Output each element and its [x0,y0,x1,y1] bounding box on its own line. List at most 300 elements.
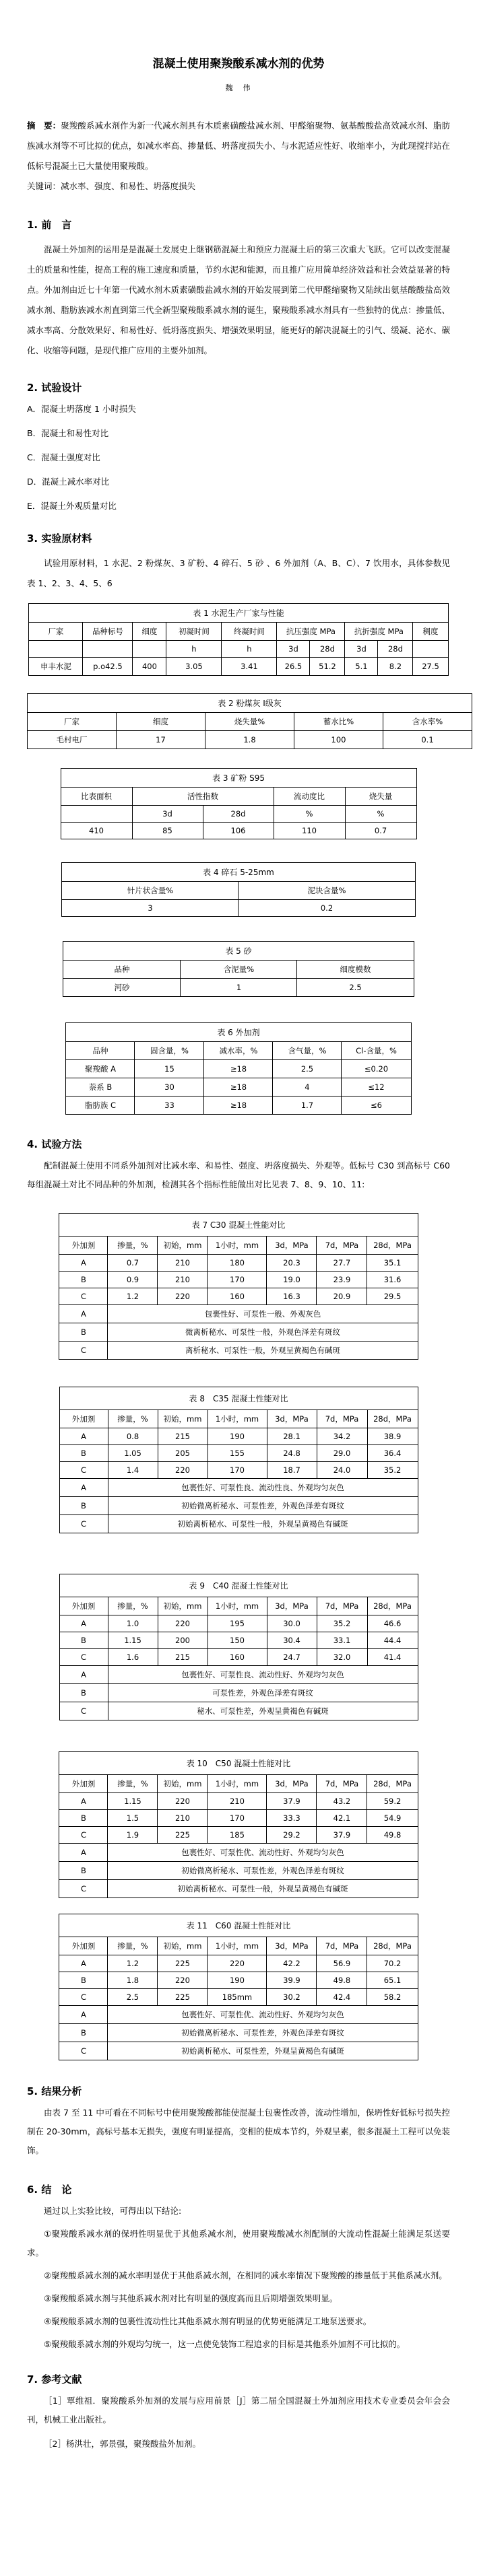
table-cell: 1.0 [108,1615,158,1632]
table-remark-cell: 初始微离析秘水、可泵性差，外观色泽差有斑纹 [108,1497,418,1515]
table-cell: 42.1 [317,1810,367,1827]
table-header-cell: 28d，MPa [367,1937,418,1955]
table-cell: 210 [158,1810,208,1827]
table-cell: 3 [62,900,238,917]
table-cell: 42.4 [317,1989,367,2006]
table-cell: 59.2 [367,1793,418,1810]
table-header-cell: 1小时，mm [208,1597,267,1615]
crushed-stone-table [61,862,415,917]
table-cell: A [59,1255,108,1272]
table-cell: 200 [158,1632,208,1649]
table-header-cell [61,806,132,823]
table-header-cell: 3d [132,806,203,823]
table-header-cell: 针片状含量% [62,882,238,900]
table-header-cell: 厂家 [29,623,83,641]
table-cell: 205 [158,1445,208,1462]
table-header-cell: Cl-含量，% [342,1042,411,1060]
table-cell: 54.9 [367,1810,418,1827]
table-header-cell: 品种 [63,961,181,979]
table-remark-cell: 初始离析秘水、可泵性一般，外观呈黄褐色有碱斑 [108,1880,418,1898]
table-cell: 170 [208,1272,267,1288]
table-header-cell: 厂家 [28,713,117,731]
table-cell: 20.3 [267,1255,317,1272]
table-cell: 8.2 [378,658,413,676]
table-cell: 220 [158,1462,208,1479]
table-cell: 33.1 [317,1632,367,1649]
table-cell: 190 [208,1428,267,1445]
table-header-cell: h [222,641,277,658]
table-title: 表 5 砂 [63,942,414,961]
table-cell: 155 [208,1445,267,1462]
table-cell: 23.9 [317,1272,367,1288]
table-cell: A [59,1793,108,1810]
table-cell: 33.3 [267,1810,317,1827]
table-cell: 85 [132,823,203,839]
table-cell: 1.05 [108,1445,158,1462]
table-cell: 20.9 [317,1288,367,1305]
table-cell: A [59,1666,108,1684]
table-cell: C [59,1989,108,2006]
table-cell: 24.8 [267,1445,317,1462]
table-header-cell: 减水率，% [204,1042,273,1060]
table-header-cell: 28d，MPa [367,1775,418,1793]
table-cell: A [59,2006,108,2024]
table-header-cell: 细度模数 [297,961,414,979]
table-cell: C [59,1649,108,1666]
table-cell: 2.5 [108,1989,158,2006]
table-header-cell: 7d，MPa [317,1237,367,1255]
table-cell: 38.9 [367,1428,418,1445]
section-6-heading: 6. 结 论 [27,2184,72,2196]
table-title: 表 3 矿粉 S95 [61,769,416,788]
table-remark-cell: 包裹性好、可泵性优、流动性好、外观均匀灰色 [108,2006,418,2024]
table-cell: 44.4 [367,1632,418,1649]
table-cell: B [59,1810,108,1827]
table-header-cell [413,641,448,658]
section-5-body: 由表 7 至 11 中可看在不同标号中使用聚羧酸都能使混凝土包裹性改善，流动性增加，保坍性好低标号损失控制在 20-30mm，高标号基本无损失，强度有明显提高，变相的使成本节约，外观呈素，很多混凝土工程可以免装饰。 [27,2108,450,2155]
table-cell: 195 [208,1615,267,1632]
table-cell: 24.0 [317,1462,367,1479]
table-header-cell: 1小时，mm [208,1237,267,1255]
c40-performance-table [59,1574,418,1720]
table-title: 表 6 外加剂 [66,1023,411,1042]
table-cell: 河砂 [63,979,181,997]
table-cell: 1.7 [273,1096,342,1115]
table-cell: B [59,1497,108,1515]
table-cell: 185mm [208,1989,267,2006]
table-cell: C [59,1288,108,1305]
table-title: 表 11 C60 混凝土性能对比 [59,1914,418,1937]
table-header-cell: 含泥量% [181,961,297,979]
section-4-body: 配制混凝土使用不同系外加剂对比减水率、和易性、强度、坍落度损失、外观等。低标号 C30 到高标号 C60 每组混凝土对比不同品种的外加剂，检测其各个指标性能做出对比见表 7、8、9、10、11: [27,1160,450,1189]
table-cell: 16.3 [267,1288,317,1305]
design-item-d: D．混凝土减水率对比 [27,477,110,487]
table-cell: 35.1 [367,1255,418,1272]
conclusion-item-1: ①聚羧酸系减水剂的保坍性明显优于其他系减水剂，使用聚羧酸减水剂配制的大流动性混凝土能满足泵送要求。 [27,2229,450,2258]
table-cell: 56.9 [317,1955,367,1972]
table-header-cell: 28d，MPa [367,1597,418,1615]
table-cell: 0.9 [108,1272,158,1288]
abstract-text: 聚羧酸系减水剂作为新一代减水剂具有木质素磺酸盐减水剂、甲醛缩聚物、氨基酸酸盐高效减水剂、脂肪族减水剂等不可比拟的优点，如减水率高、掺量低、坍落度损失小、与水泥适应性好、收缩率小，为此现搅拌站在低标号混凝土已大量使用聚羧酸。 [27,120,450,171]
table-cell: ≤0.20 [342,1060,411,1078]
table-cell: C [59,1515,108,1533]
table-cell: B [59,1272,108,1288]
table-cell: 39.9 [267,1972,317,1989]
table-header-cell: 1小时，mm [208,1410,267,1428]
table-cell: ≥18 [204,1078,273,1096]
table-cell: 聚羧酸 A [66,1060,135,1078]
table-header-cell: 7d，MPa [317,1775,367,1793]
table-cell: 170 [208,1810,267,1827]
table-header-cell: 3d，MPa [267,1937,317,1955]
table-cell: 3.05 [166,658,222,676]
table-cell: 18.7 [267,1462,317,1479]
table-cell: 190 [208,1972,267,1989]
table-header-cell: 烧失量 [345,788,416,806]
conclusion-item-2: ②聚羧酸系减水剂的减水率明显优于其他系减水剂，在相同的减水率情况下聚羧酸的掺量低于其他系减水剂。 [44,2270,447,2281]
slag-powder-table [61,768,417,839]
table-cell: 42.2 [267,1955,317,1972]
design-item-b: B．混凝土和易性对比 [27,428,109,438]
table-cell: 180 [208,1255,267,1272]
table-cell: 49.8 [317,1972,367,1989]
table-header-cell: 含气量，% [273,1042,342,1060]
table-cell: C [59,1342,108,1360]
table-remark-cell: 包裹性好、可泵性良、流动性好、外观均匀灰色 [108,1666,418,1684]
table-header-cell: h [166,641,222,658]
table-cell: 150 [208,1632,267,1649]
table-cell: 220 [158,1288,208,1305]
table-cell: 1.6 [108,1649,158,1666]
table-header-cell: 7d，MPa [317,1937,367,1955]
table-header-cell: 3d，MPa [267,1775,317,1793]
table-header-cell: 28d [310,641,345,658]
table-cell: A [59,1479,108,1497]
table-cell: 脂肪族 C [66,1096,135,1115]
table-cell: 4 [273,1078,342,1096]
table-header-cell: 7d，MPa [317,1410,367,1428]
table-cell: B [59,2024,108,2042]
table-cell: 110 [274,823,345,839]
table-header-cell: 品种标号 [83,623,133,641]
table-header-cell [29,641,83,658]
table-cell: 0.7 [108,1255,158,1272]
table-header-cell: 外加剂 [59,1410,108,1428]
table-cell: 58.2 [367,1989,418,2006]
table-cell: 0.2 [238,900,415,917]
admixture-table [65,1022,411,1115]
design-item-c: C．混凝土强度对比 [27,452,100,462]
table-header-cell: 掺量，% [108,1597,158,1615]
table-title: 表 7 C30 混凝土性能对比 [59,1214,418,1237]
table-cell: 30.4 [267,1632,317,1649]
table-header-cell [133,641,166,658]
table-title: 表 2 粉煤灰 I级灰 [28,694,472,713]
table-cell: 27.7 [317,1255,367,1272]
table-remark-cell: 可泵性差，外观色泽差有斑纹 [108,1684,418,1702]
table-remark-cell: 初始离析秘水、可泵性差，外观呈黄褐色有碱斑 [108,2042,418,2060]
table-header-cell: 外加剂 [59,1937,108,1955]
table-cell: 1 [181,979,297,997]
table-remark-cell: 秘水、可泵性差，外观呈黄褐色有碱斑 [108,1702,418,1720]
table-cell: C [59,1702,108,1720]
conclusion-item-5: ⑤聚羧酸系减水剂的外观均匀统一，这一点使免装饰工程追求的目标是其他系外加剂不可比拟的。 [44,2339,406,2349]
table-cell: 1.5 [108,1810,158,1827]
table-remark-cell: 初始微离析秘水、可泵性差，外观色泽差有斑纹 [108,1862,418,1880]
paper-author: 魏 伟 [225,83,252,92]
table-cell: 100 [294,731,383,749]
table-cell: A [59,1955,108,1972]
table-cell: B [59,1445,108,1462]
section-2-heading: 2. 试验设计 [27,382,82,394]
c35-performance-table [59,1387,418,1533]
table-cell: 29.0 [317,1445,367,1462]
table-cell: B [59,1684,108,1702]
table-header-cell: 3d [345,641,378,658]
table-header-cell: 3d，MPa [267,1237,317,1255]
table-header-cell: 品种 [66,1042,135,1060]
table-header-cell: 烧失量% [205,713,294,731]
cement-table [28,603,448,676]
table-title: 表 4 碎石 5-25mm [62,863,415,882]
table-cell: 1.8 [108,1972,158,1989]
table-header-cell: 稠度 [413,623,448,641]
table-header-cell: 初始，mm [158,1410,208,1428]
section-1-heading: 1. 前 言 [27,219,72,231]
table-cell: C [59,1462,108,1479]
table-header-cell: 初始，mm [158,1237,208,1255]
section-3-body: 试验用原材料，1 水泥、2 粉煤灰、3 矿粉、4 碎石、5 砂 、6 外加剂（A、B、C）、7 饮用水，具体参数见表 1、2、3、4、5、6 [27,558,450,588]
table-cell: 35.2 [367,1462,418,1479]
table-cell: p.o42.5 [83,658,133,676]
table-cell: 30 [135,1078,204,1096]
table-header-cell: % [345,806,416,823]
table-cell: 33 [135,1096,204,1115]
table-cell: 225 [158,1827,208,1844]
table-title: 表 8 C35 混凝土性能对比 [59,1387,418,1410]
table-cell: 160 [208,1288,267,1305]
table-cell: 1.2 [108,1288,158,1305]
sand-table [63,941,414,997]
table-header-cell: 28d [203,806,274,823]
table-cell: 34.2 [317,1428,367,1445]
table-header-cell: 外加剂 [59,1775,108,1793]
c50-performance-table [59,1751,418,1898]
table-cell: 28.1 [267,1428,317,1445]
table-cell: 15 [135,1060,204,1078]
table-cell: 210 [208,1793,267,1810]
table-cell: 43.2 [317,1793,367,1810]
table-cell: 215 [158,1428,208,1445]
table-header-cell: 外加剂 [59,1597,108,1615]
table-cell: 220 [208,1955,267,1972]
table-header-cell: 抗压强度 MPa [277,623,345,641]
conclusion-item-4: ④聚羧酸系减水剂的包裹性流动性比其他系减水剂有明显的优势更能满足工地泵送要求。 [44,2316,372,2326]
table-header-cell: 比表面积 [61,788,132,806]
keywords-line: 关键词：减水率、强度、和易性、坍落度损失 [27,181,196,191]
table-cell: 225 [158,1955,208,1972]
table-cell: 5.1 [345,658,378,676]
table-remark-cell: 初始微离析秘水、可泵性差，外观色泽差有斑纹 [108,2024,418,2042]
table-remark-cell: 包裹性好、可泵性一般、外观灰色 [108,1305,418,1323]
table-header-cell: 3d，MPa [267,1597,317,1615]
reference-2: ［2］杨洪壮，郭景强，聚羧酸盐外加剂。 [44,2439,201,2449]
table-cell: 65.1 [367,1972,418,1989]
section-1-body: 混凝土外加剂的运用是是混凝土发展史上继钢筋混凝土和预应力混凝土后的第三次重大飞跃。它可以改变混凝土的质量和性能，提高工程的施工速度和质量，节约水泥和能源，而且推广应用简单经济效益和社会效益显著的特点。外加剂由近七十年第一代减水剂木质素磺酸盐减水剂的开始发展到第二代甲醛缩聚物又陆续出氨基酸酸盐高效减水剂、脂肪族减水剂直到第三代全新型聚羧酸系减水剂的诞生，聚羧酸系减水剂具有一些独特的优点：掺量低、减水率高、分散效果好、和易性好、低坍落度损失、增强效果明显，能更好的解决混凝土的引气、缓凝、泌水、碳化、收缩等问题，是现代推广应用的主要外加剂。 [27,244,450,355]
table-cell: 30.2 [267,1989,317,2006]
table-cell: 27.5 [413,658,448,676]
table-remark-cell: 初始离析秘水、可泵性一般，外观呈黄褐色有碱斑 [108,1515,418,1533]
table-cell: A [59,1305,108,1323]
table-cell: 1.2 [108,1955,158,1972]
table-header-cell: 7d，MPa [317,1597,367,1615]
table-cell: C [59,2042,108,2060]
table-cell: ≤12 [342,1078,411,1096]
table-cell: 1.9 [108,1827,158,1844]
table-header-cell: 28d [378,641,413,658]
table-header-cell [83,641,133,658]
table-header-cell: 28d，MPa [367,1237,418,1255]
table-cell: 106 [203,823,274,839]
table-cell: 24.7 [267,1649,317,1666]
table-title: 表 1 水泥生产厂家与性能 [29,604,448,623]
table-cell: 46.6 [367,1615,418,1632]
table-header-cell: 掺量，% [108,1775,158,1793]
table-header-cell: 终凝时间 [222,623,277,641]
table-cell: 185 [208,1827,267,1844]
table-cell: A [59,1615,108,1632]
table-header-cell: 1小时，mm [208,1937,267,1955]
table-cell: 2.5 [273,1060,342,1078]
table-cell: 32.0 [317,1649,367,1666]
table-cell: 1.4 [108,1462,158,1479]
table-cell: C [59,1880,108,1898]
section-4-heading: 4. 试验方法 [27,1138,82,1150]
table-cell: 36.4 [367,1445,418,1462]
section-7-heading: 7. 参考文献 [27,2373,82,2386]
table-remark-cell: 包裹性好、可泵性良、流动性良、外观均匀灰色 [108,1479,418,1497]
table-cell: 160 [208,1649,267,1666]
table-cell: B [59,1972,108,1989]
table-header-cell: 细度 [133,623,166,641]
table-header-cell: 掺量，% [108,1410,158,1428]
table-header-cell: 细度 [117,713,205,731]
table-cell: 41.4 [367,1649,418,1666]
table-cell: 51.2 [310,658,345,676]
c30-performance-table [59,1213,418,1360]
table-cell: 70.2 [367,1955,418,1972]
table-header-cell: 3d [277,641,310,658]
table-cell: 29.2 [267,1827,317,1844]
table-cell: 220 [158,1615,208,1632]
table-cell: 26.5 [277,658,310,676]
table-cell: 毛村电厂 [28,731,117,749]
section-3-heading: 3. 实验原材料 [27,532,92,545]
table-cell: 225 [158,1989,208,2006]
conclusion-item-3: ③聚羧酸系减水剂与其他系减水剂对比有明显的强度高而且后期增强效果明显。 [44,2293,338,2303]
table-cell: 220 [158,1793,208,1810]
table-header-cell: 活性指数 [132,788,274,806]
design-item-a: A．混凝土坍落度 1 小时损失 [27,404,136,414]
table-cell: 0.7 [345,823,416,839]
table-cell: 215 [158,1649,208,1666]
table-cell: B [59,1323,108,1342]
table-cell: 210 [158,1255,208,1272]
reference-1: ［1］覃维祖．聚羧酸系外加剂的发展与应用前景［J］第二届全国混凝土外加剂应用技术专业委员会年会会刊，机械工业出版社。 [27,2396,450,2425]
table-cell: B [59,1862,108,1880]
table-cell: 19.0 [267,1272,317,1288]
table-header-cell: 外加剂 [59,1237,108,1255]
table-cell: 37.9 [317,1827,367,1844]
table-cell: 申丰水泥 [29,658,83,676]
table-header-cell: 28d，MPa [367,1410,418,1428]
table-cell: 400 [133,658,166,676]
table-remark-cell: 包裹性好、可泵性优、流动性好、外观均匀灰色 [108,1844,418,1862]
table-title: 表 10 C50 混凝土性能对比 [59,1752,418,1775]
conclusion-intro: 通过以上实验比较，可得出以下结论: [44,2206,182,2216]
table-cell: 31.6 [367,1272,418,1288]
table-cell: 1.15 [108,1793,158,1810]
table-header-cell: 初始，mm [158,1775,208,1793]
table-header-cell: % [274,806,345,823]
table-cell: ≤6 [342,1096,411,1115]
table-cell: 170 [208,1462,267,1479]
table-cell: 29.5 [367,1288,418,1305]
c60-performance-table [59,1914,418,2060]
table-cell: 0.8 [108,1428,158,1445]
table-cell: B [59,1632,108,1649]
flyash-table [27,693,472,749]
table-cell: 1.15 [108,1632,158,1649]
table-cell: ≥18 [204,1096,273,1115]
table-header-cell: 抗折强度 MPa [345,623,413,641]
table-remark-cell: 离析秘水、可泵性一般，外观呈黄褐色有碱斑 [108,1342,418,1360]
table-header-cell: 初始，mm [158,1597,208,1615]
table-cell: 210 [158,1272,208,1288]
table-cell: 410 [61,823,132,839]
table-header-cell: 固含量，% [135,1042,204,1060]
table-cell: 37.9 [267,1793,317,1810]
table-cell: 1.8 [205,731,294,749]
table-cell: 17 [117,731,205,749]
abstract-paragraph [27,116,450,176]
paper-title: 混凝土使用聚羧酸系减水剂的优势 [152,57,325,71]
table-header-cell: 初凝时间 [166,623,222,641]
table-header-cell: 蓄水比% [294,713,383,731]
table-cell: 220 [158,1972,208,1989]
table-cell: 49.8 [367,1827,418,1844]
design-item-e: E．混凝土外观质量对比 [27,501,117,511]
abstract-label: 摘 要： [27,120,61,131]
table-header-cell: 掺量，% [108,1237,158,1255]
table-cell: 3.41 [222,658,277,676]
table-cell: A [59,1844,108,1862]
table-cell: 萘系 B [66,1078,135,1096]
table-cell: ≥18 [204,1060,273,1078]
table-header-cell: 流动度比 [274,788,345,806]
table-header-cell: 掺量，% [108,1937,158,1955]
table-header-cell: 初始，mm [158,1937,208,1955]
table-cell: 30.0 [267,1615,317,1632]
table-header-cell: 泥块含量% [238,882,415,900]
section-5-heading: 5. 结果分析 [27,2085,82,2097]
table-cell: 35.2 [317,1615,367,1632]
table-header-cell: 含水率% [383,713,472,731]
table-title: 表 9 C40 混凝土性能对比 [59,1574,418,1597]
table-remark-cell: 微离析秘水、可泵性一般，外观色泽差有斑纹 [108,1323,418,1342]
table-cell: C [59,1827,108,1844]
table-header-cell: 1小时，mm [208,1775,267,1793]
